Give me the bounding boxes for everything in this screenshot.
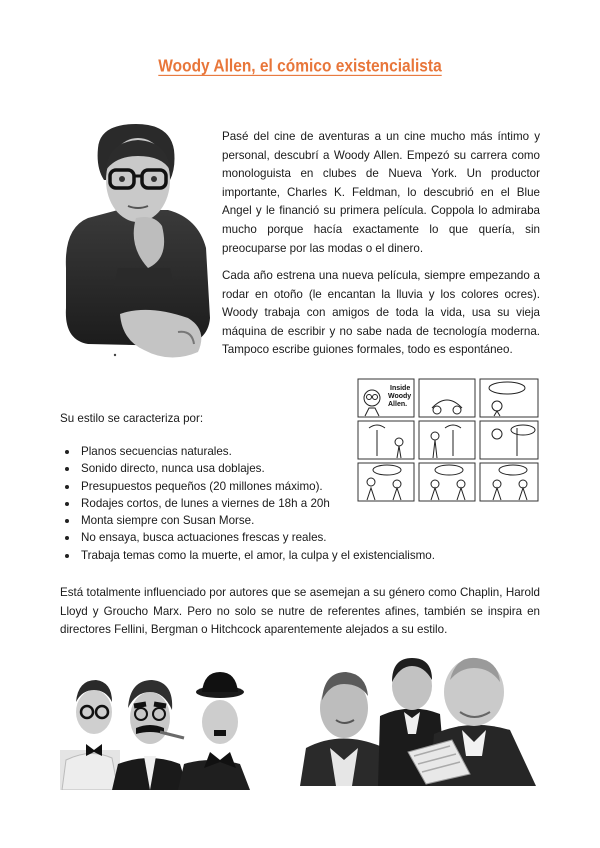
style-feature-item: Sonido directo, nunca usa doblajes. [62,460,435,477]
style-feature-item: Planos secuencias naturales. [62,443,435,460]
intro-paragraph: Pasé del cine de aventuras a un cine mucho más íntimo y personal, descubrí a Woody Allen. Empezó su carrera como monologuista en clubes de Nueva York. Un productor importante, Charles K. Feldman, lo descubrió en el Blue Angel y le financió su primera película. Coppola lo admiraba mucho porque hacía exactamente lo que quería, sin preocuparse por las modas o el dinero. [222,130,540,255]
comedians-photo [60,672,256,790]
style-feature-item: Trabaja temas como la muerte, el amor, la culpa y el existencialismo. [62,547,435,564]
directors-photo [300,656,540,786]
style-feature-item: Presupuestos pequeños (20 millones máximo). [62,478,435,495]
intro-paragraph: Cada año estrena una nueva película, siempre empezando a rodar en otoño (le encantan la lluvia y los colores ocres). Woody trabaja con amigos de toda la vida, usa su vieja máquina de escribir y no sabe nada de tecnología moderna. Tampoco escribe guiones formales, todo es espontáneo. [222,269,540,357]
style-features-list [62,443,435,564]
comic-title-line: Inside [390,385,411,392]
page-title: Woody Allen, el cómico existencialista [158,56,442,76]
woody-allen-portrait [58,118,214,370]
style-heading: Su estilo se caracteriza por: [60,412,204,425]
comic-title-line: Allen. [388,401,408,408]
style-feature-item: No ensaya, busca actuaciones frescas y reales. [62,529,435,546]
style-feature-item: Monta siempre con Susan Morse. [62,512,435,529]
style-feature-item: Rodajes cortos, de lunes a viernes de 18h a 20h [62,495,435,512]
influences-paragraph: Está totalmente influenciado por autores que se asemejan a su género como Chaplin, Harold Lloyd y Groucho Marx. Pero no solo se nutre de referentes afines, también se inspira en directores Fellini, Bergman o Hitchcock aparentemente alejados a su estilo. [60,586,540,637]
comic-title-line: Woody [388,393,412,400]
